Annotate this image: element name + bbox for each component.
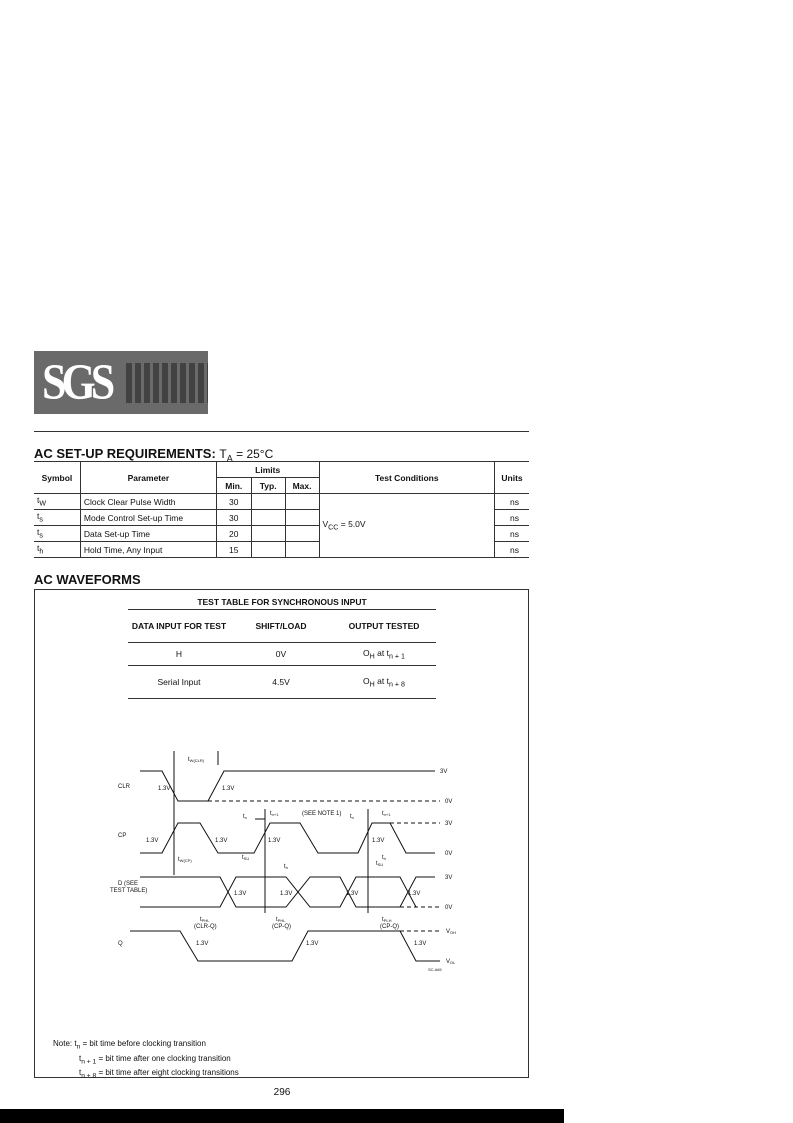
- label-tn1: tn+1: [382, 811, 391, 817]
- label-13v: 1.3V: [234, 891, 247, 897]
- table-row: [128, 643, 436, 666]
- row-min: 15: [216, 542, 251, 558]
- label-0v-d: 0V: [445, 905, 453, 911]
- note: [53, 1038, 239, 1082]
- test-table: [128, 609, 436, 699]
- sgs-logo: [34, 351, 208, 414]
- label-voh: VOH: [446, 929, 457, 935]
- header-test-conditions: Test Conditions: [319, 462, 495, 494]
- label-3v-d: 3V: [445, 875, 453, 881]
- row-symbol: $t_s$: [34, 510, 80, 526]
- label-tphl-cp: tPHL: [276, 917, 286, 923]
- note-line: Note: $t_n$ = bit time before clocking transition: [53, 1039, 206, 1051]
- label-13v: 1.3V: [408, 891, 421, 897]
- label-tw-clr: tW(CLR): [188, 757, 205, 763]
- bottom-bar: [0, 1109, 564, 1123]
- page-number: 296: [273, 1087, 291, 1098]
- label-13v: 1.3V: [196, 941, 209, 947]
- tt-header-input: DATA INPUT FOR TEST: [128, 610, 230, 643]
- label-tplh-cp-q: (CP-Q): [380, 924, 399, 930]
- tt-output: $O_H$ at $t_{n + 1}$: [332, 643, 436, 666]
- tt-input: Serial Input: [128, 666, 230, 699]
- label-see-note: (SEE NOTE 1): [302, 811, 342, 817]
- waveforms-title: AC WAVEFORMS: [34, 572, 141, 587]
- note-line: $t_{n + 1}$ = bit time after one clocking transition: [79, 1053, 231, 1066]
- label-q: Q: [118, 941, 123, 947]
- header-limits: Limits: [216, 462, 319, 478]
- label-tn: tn: [243, 814, 247, 820]
- label-tplh-cp: tPLH: [382, 917, 392, 923]
- table-row: [128, 666, 436, 699]
- label-3v-cp: 3V: [445, 821, 453, 827]
- timing-diagram: [100, 745, 470, 985]
- label-13v: 1.3V: [414, 941, 427, 947]
- tt-input: H: [128, 643, 230, 666]
- row-symbol: $t_s$: [34, 526, 80, 542]
- label-tphl-cp-q: (CP-Q): [272, 924, 291, 930]
- setup-table: [34, 461, 529, 558]
- header-parameter: Parameter: [80, 462, 216, 494]
- label-clr: CLR: [118, 784, 131, 790]
- header-rule: [34, 431, 529, 432]
- row-units: ns: [495, 542, 529, 558]
- label-cp: CP: [118, 833, 127, 839]
- label-th: th: [284, 864, 288, 870]
- logo-monogram: SGS: [42, 354, 111, 411]
- label-13v: 1.3V: [158, 786, 171, 792]
- label-13v: 1.3V: [146, 838, 159, 844]
- label-13v: 1.3V: [306, 941, 319, 947]
- test-condition-cell: $V_{CC} = 5.0V$: [319, 494, 495, 558]
- d-waveform-low: [140, 877, 416, 907]
- label-13v: 1.3V: [372, 838, 385, 844]
- row-symbol: $t_W$: [34, 494, 80, 510]
- tt-shift: 0V: [230, 643, 332, 666]
- row-parameter: Data Set-up Time: [80, 526, 216, 542]
- label-tw-cp: tW(CP): [178, 857, 192, 863]
- label-tn: tn: [350, 814, 354, 820]
- setup-condition: $T_A = 25^\circ C$: [219, 447, 274, 464]
- label-13v: 1.3V: [268, 838, 281, 844]
- tt-header-shift: SHIFT/LOAD: [230, 610, 332, 643]
- label-tsu: tSU: [376, 861, 384, 867]
- label-tphl-clr-q: (CLR-Q): [194, 924, 217, 930]
- header-min: Min.: [216, 478, 251, 494]
- label-3v-clr: 3V: [440, 769, 448, 775]
- tt-header-output: OUTPUT TESTED: [332, 610, 436, 643]
- label-tsu: tSU: [242, 855, 250, 861]
- setup-title: AC SET-UP REQUIREMENTS: $T_A = 25^\circ C$: [34, 446, 274, 464]
- header-typ: Typ.: [251, 478, 285, 494]
- header-symbol: Symbol: [34, 462, 80, 494]
- header-max: Max.: [285, 478, 319, 494]
- row-units: ns: [495, 494, 529, 510]
- logo-part-number-block: [126, 363, 208, 403]
- test-table-title: TEST TABLE FOR SYNCHRONOUS INPUT: [197, 597, 367, 607]
- tt-shift: 4.5V: [230, 666, 332, 699]
- label-13v: 1.3V: [222, 786, 235, 792]
- table-row: [34, 494, 529, 510]
- row-units: ns: [495, 510, 529, 526]
- label-d: D (SEE: [118, 881, 139, 887]
- label-13v: 1.3V: [215, 838, 228, 844]
- cp-waveform: [140, 823, 435, 853]
- row-min: 20: [216, 526, 251, 542]
- label-13v: 1.3V: [280, 891, 293, 897]
- row-symbol: $t_h$: [34, 542, 80, 558]
- label-0v-cp: 0V: [445, 851, 453, 857]
- label-figure-code: SC-##5: [428, 967, 442, 972]
- header-units: Units: [495, 462, 529, 494]
- label-0v-clr: 0V: [445, 799, 453, 805]
- label-th: th: [382, 855, 386, 861]
- row-parameter: Clock Clear Pulse Width: [80, 494, 216, 510]
- row-min: 30: [216, 510, 251, 526]
- label-vol: VOL: [446, 959, 456, 965]
- row-parameter: Mode Control Set-up Time: [80, 510, 216, 526]
- q-waveform: [130, 931, 440, 961]
- row-parameter: Hold Time, Any Input: [80, 542, 216, 558]
- tt-output: $O_H$ at $t_{n + 8}$: [332, 666, 436, 699]
- label-13v: 1.3V: [346, 891, 359, 897]
- label-tn1: tn+1: [270, 811, 279, 817]
- clr-waveform: [140, 771, 435, 801]
- note-line: $t_{n + 8}$ = bit time after eight clocking transitions: [79, 1068, 239, 1080]
- label-d-test-table: TEST TABLE): [110, 888, 148, 894]
- row-units: ns: [495, 526, 529, 542]
- row-min: 30: [216, 494, 251, 510]
- label-tphl-clr: tPHL: [200, 917, 210, 923]
